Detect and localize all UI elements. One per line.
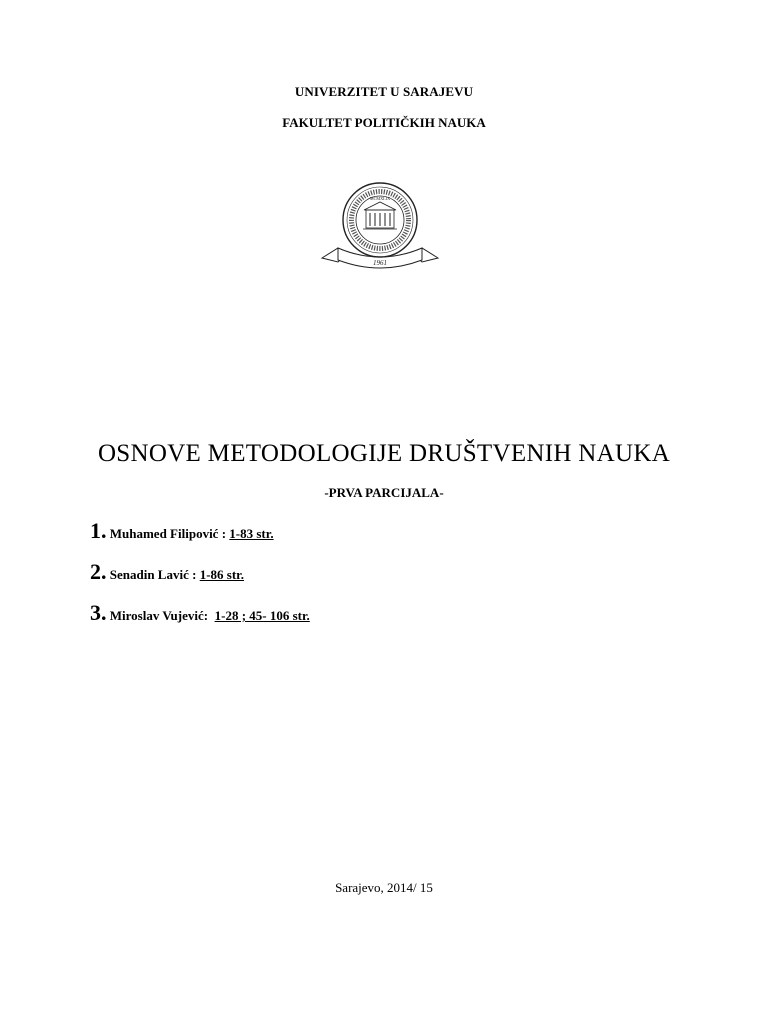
item-number: 2. [90,559,107,584]
faculty-name: FAKULTET POLITIČKIH NAUKA [282,115,486,130]
item-author: Muhamed Filipović [109,526,219,541]
item-page-range: 1-86 str. [199,567,244,582]
document-title: OSNOVE METODOLOGIJE DRUŠTVENIH NAUKA [97,440,671,467]
item-author: Miroslav Vujević [109,608,204,623]
university-name: UNIVERZITET U SARAJEVU [294,84,474,99]
seal-roman-numeral: MCMXLIX [369,196,391,201]
item-separator: : [203,608,215,623]
item-page-range: 1-28 ; 45- 106 str. [214,608,310,623]
seal-year: 1961 [373,259,387,267]
faculty-seal-logo [316,182,444,270]
item-page-range: 1-83 str. [229,526,274,541]
item-separator: : [188,567,200,582]
document-subtitle: -PRVA PARCIJALA- [324,485,444,500]
reading-item-3 [90,600,310,626]
item-number: 3. [90,600,107,625]
item-number: 1. [90,518,107,543]
reading-item-1 [90,518,274,544]
place-and-date: Sarajevo, 2014/ 15 [335,880,433,895]
item-separator: : [218,526,230,541]
item-author: Senadin Lavić [109,567,189,582]
reading-item-2 [90,559,244,585]
